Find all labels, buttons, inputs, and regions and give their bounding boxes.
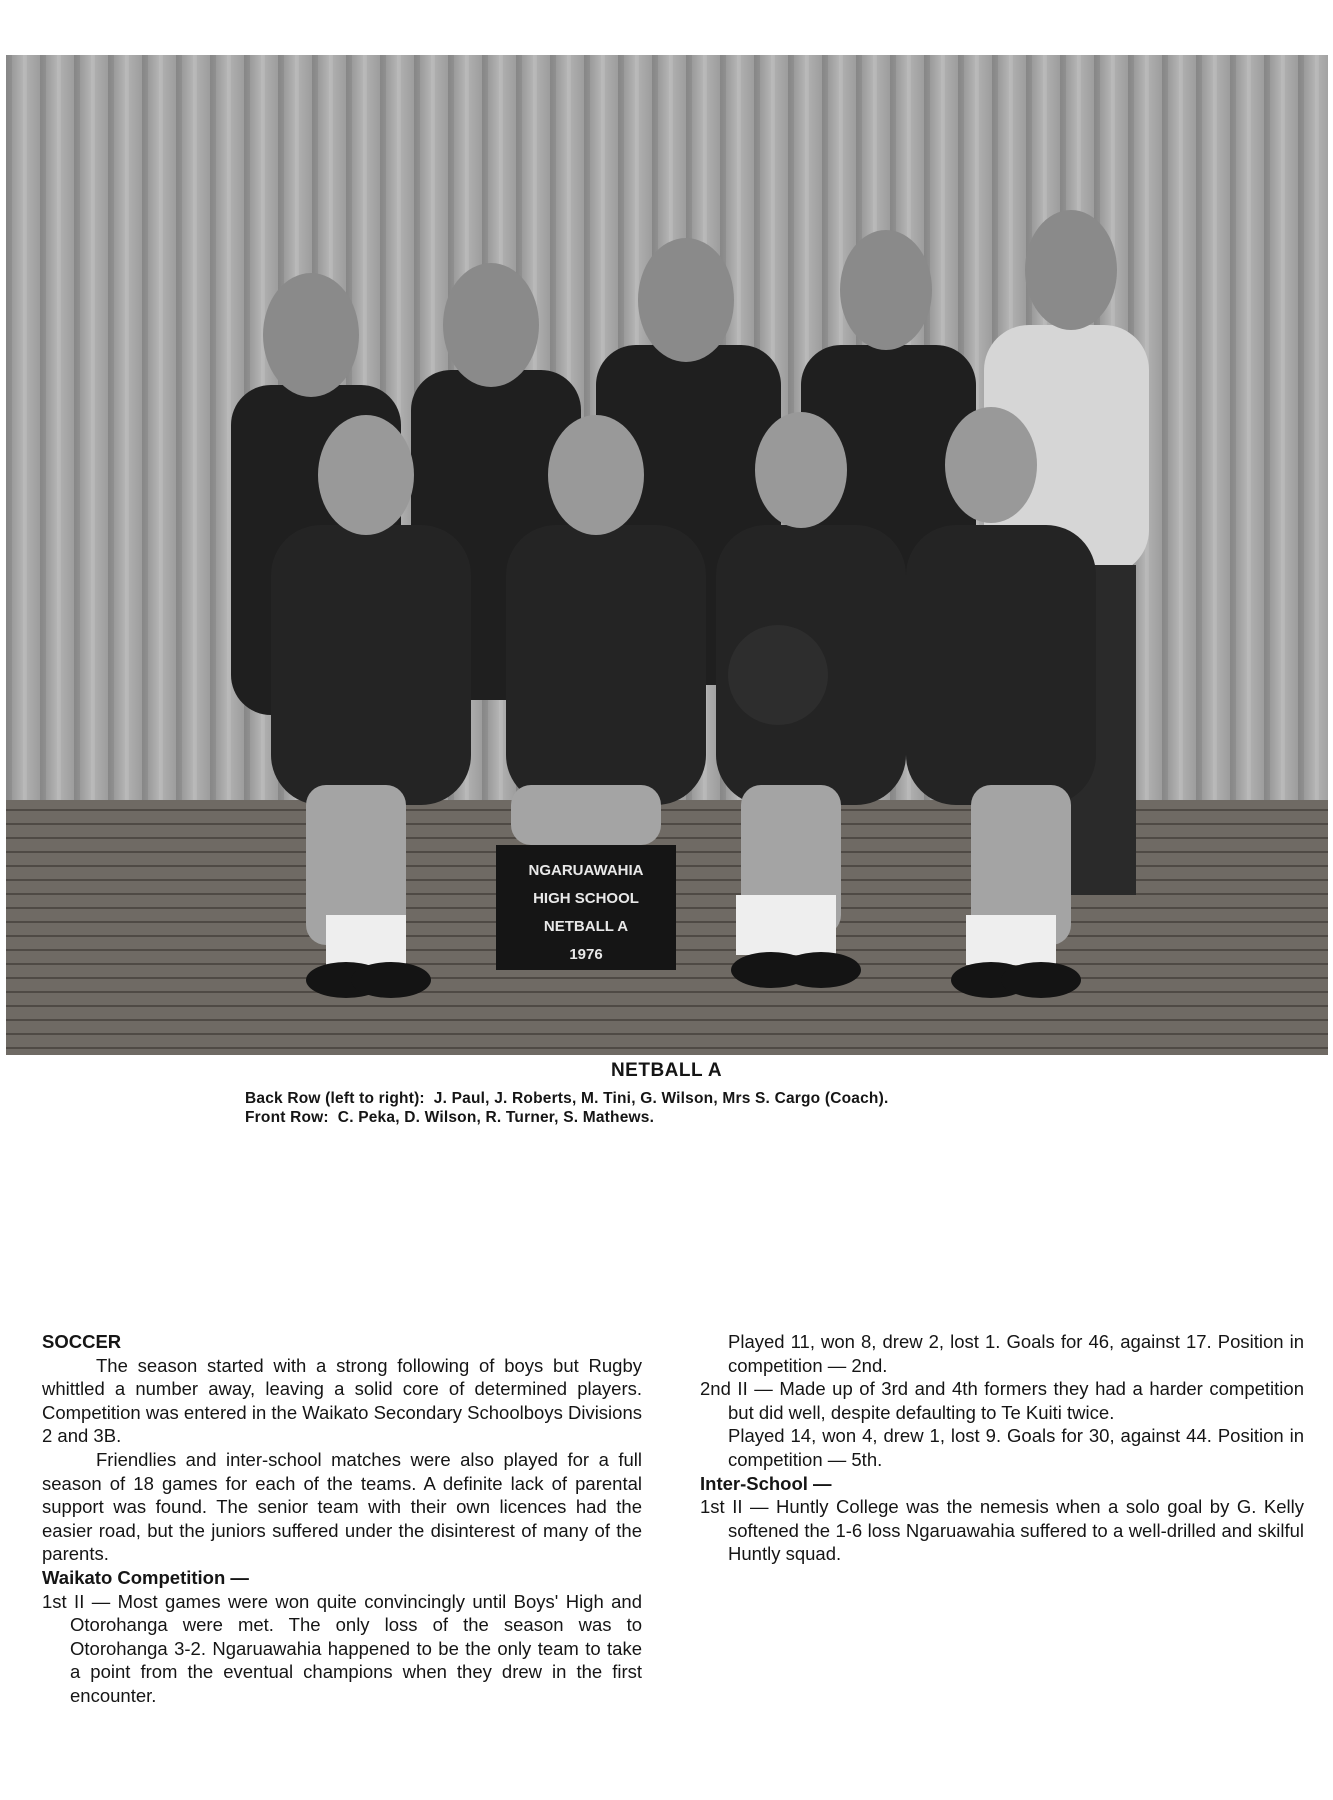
subheading: Waikato Competition — (42, 1566, 249, 1588)
caption-back-row: Back Row (left to right): J. Paul, J. Roberts, M. Tini, G. Wilson, Mrs S. Cargo (Coach). (245, 1090, 889, 1107)
stats-line: Played 11, won 8, drew 2, lost 1. Goals for 46, against 17. Position in competition — 2nd. (728, 1331, 1304, 1376)
paragraph: Friendlies and inter-school matches were also played for a full season of 18 games for each of the teams. A definite lack of parental support was found. The senior team with their own licences had the easier road, but the juniors suffered under the disinterest of many of the parents. (42, 1448, 642, 1565)
sign-line: NGARUAWAHIA (528, 862, 644, 879)
sign-line: NETBALL A (543, 918, 629, 935)
sign-line: 1976 (569, 946, 603, 963)
sign-line: HIGH SCHOOL (533, 890, 639, 907)
section-title: SOCCER (42, 1331, 122, 1352)
paragraph: 1st II — Huntly College was the nemesis when a solo goal by G. Kelly softened the 1-6 loss Ngaruawahia suffered to a well-drilled and skilful Huntly squad. (700, 1496, 1304, 1565)
stats-line: Played 14, won 4, drew 1, lost 9. Goals for 30, against 44. Position in competition — 5th. (728, 1425, 1304, 1470)
soccer-column-right (700, 1330, 1304, 1566)
subheading: Inter-School — (700, 1472, 832, 1494)
caption-title: NETBALL A (610, 1060, 723, 1081)
soccer-column-left (42, 1330, 642, 1708)
paragraph: 1st II — Most games were won quite convincingly until Boys' High and Otorohanga were met. The only loss of the season was to Otorohanga 3-2. Ngaruawahia happened to be the only team to take a point from the eventual champions when they drew in the first encounter. (42, 1590, 642, 1706)
paragraph: 2nd II — Made up of 3rd and 4th formers they had a harder competition but did well, despite defaulting to Te Kuiti twice. (700, 1378, 1304, 1423)
paragraph: The season started with a strong following of boys but Rugby whittled a number away, leaving a solid core of determined players. Competition was entered in the Waikato Secondary Schoolboys Divisions 2 and 3B. (42, 1354, 642, 1447)
caption-front-row: Front Row: C. Peka, D. Wilson, R. Turner, S. Mathews. (245, 1109, 655, 1126)
school-sign (496, 845, 676, 970)
team-photo (6, 55, 1328, 1055)
